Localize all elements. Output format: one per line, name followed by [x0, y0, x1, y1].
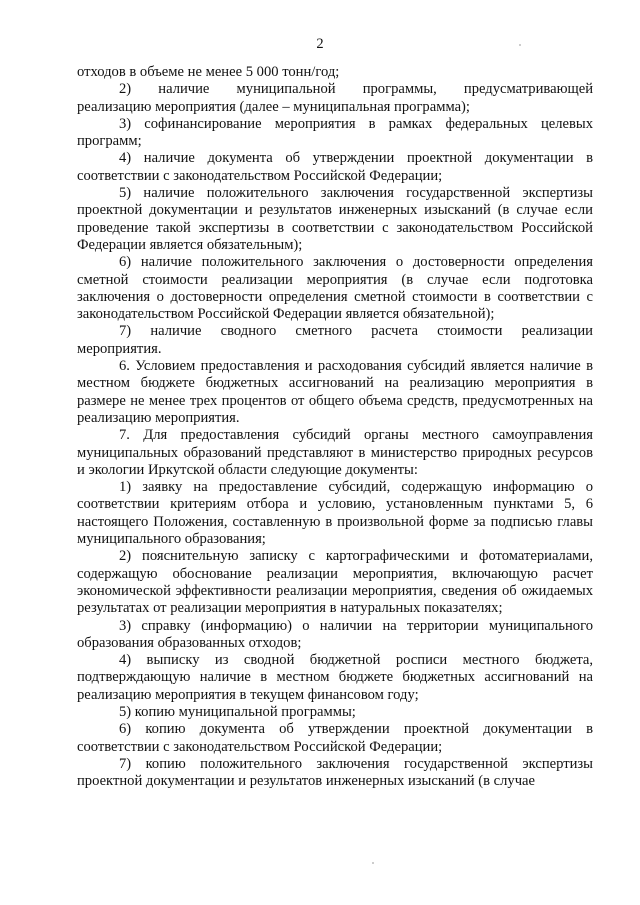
scan-speck	[372, 862, 374, 864]
paragraph-waste-volume: отходов в объеме не менее 5 000 тонн/год;	[77, 64, 340, 80]
paragraph-doc-1: 1) заявку на предоставление субсидий, содержащую информацию о соответствии критериям отбора и условию, установленным пунктами 5, 6 настоящего Положения, составленную в произвольной форме за подписью главы муниципального образования;	[77, 479, 593, 548]
paragraph-item-2: 2) наличие муниципальной программы, предусматривающей реализацию мероприятия (далее – муниципальная программа);	[77, 81, 593, 115]
page-number: 2	[316, 36, 324, 52]
paragraph-doc-5: 5) копию муниципальной программы;	[119, 703, 356, 720]
document-body	[77, 64, 593, 790]
paragraph-item-4: 4) наличие документа об утверждении проектной документации в соответствии с законодательством Российской Федерации;	[77, 150, 593, 184]
paragraph-doc-3: 3) справку (информацию) о наличии на территории муниципального образования образованных отходов;	[77, 617, 593, 651]
paragraph-item-6: 6) наличие положительного заключения о достоверности определения сметной стоимости реализации мероприятия (в случае если подготовка заключения о достоверности определения сметной стоимости в соответствии с законодательством Российской Федерации является обязательной);	[77, 254, 593, 323]
scan-speck	[519, 44, 521, 46]
paragraph-item-3: 3) софинансирование мероприятия в рамках федеральных целевых программ;	[77, 115, 593, 150]
paragraph-doc-7: 7) копию положительного заключения государственной экспертизы проектной документации и результатов инженерных изысканий (в случае	[77, 755, 593, 790]
paragraph-clause-7: 7. Для предоставления субсидий органы местного самоуправления муниципальных образований представляют в министерство природных ресурсов и экологии Иркутской области следующие документы:	[77, 427, 593, 478]
paragraph-item-5: 5) наличие положительного заключения государственной экспертизы проектной документации и результатов инженерных изысканий (в случае если проведение такой экспертизы в соответствии с законодательством Российской Федерации является обязательным);	[77, 185, 593, 253]
paragraph-doc-4: 4) выписку из сводной бюджетной росписи местного бюджета, подтверждающую наличие в местном бюджете бюджетных ассигнований на реализацию мероприятия в текущем финансовом году;	[77, 652, 593, 703]
paragraph-doc-6: 6) копию документа об утверждении проектной документации в соответствии с законодательством Российской Федерации;	[77, 721, 593, 755]
paragraph-item-7: 7) наличие сводного сметного расчета стоимости реализации мероприятия.	[77, 323, 593, 357]
paragraph-clause-6: 6. Условием предоставления и расходования субсидий является наличие в местном бюджете бюджетных ассигнований на реализацию мероприятия в размере не менее трех процентов от общего объема средств, предусмотренных на реализацию мероприятия.	[77, 358, 593, 426]
paragraph-doc-2: 2) пояснительную записку с картографическими и фотоматериалами, содержащую обоснование реализации мероприятия, включающую расчет экономической эффективности реализации мероприятия, сведения об ожидаемых результатах от реализации мероприятия в натуральных показателях;	[77, 548, 593, 617]
